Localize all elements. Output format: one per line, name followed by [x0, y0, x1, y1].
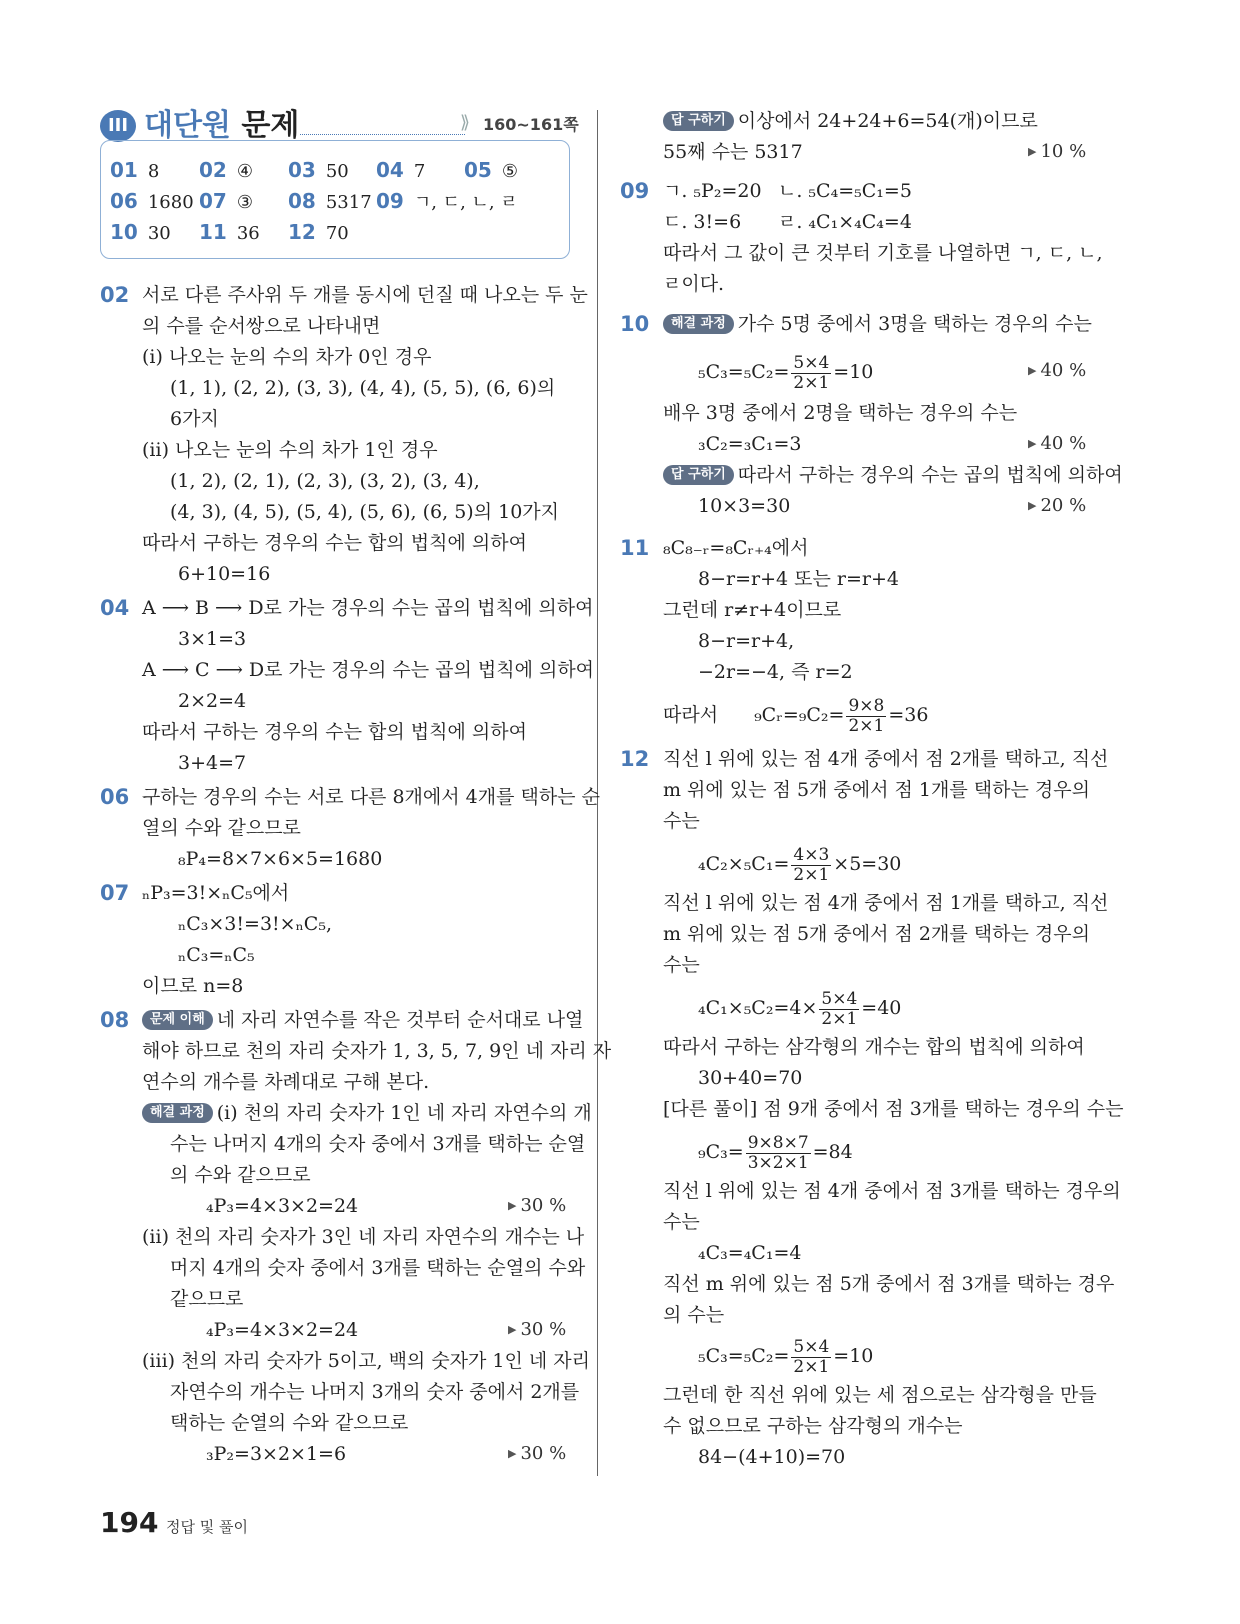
answer-item: 02 ④ — [199, 158, 253, 182]
problem-number: 08 — [100, 1008, 130, 1032]
solution-line: 수는 — [663, 1211, 700, 1233]
solution-line: [다른 풀이] 점 9개 중에서 점 3개를 택하는 경우의 수는 — [663, 1098, 1124, 1120]
step-tag: 해결 과정 — [142, 1103, 213, 1123]
solution-line: 서로 다른 주사위 두 개를 동시에 던질 때 나오는 두 눈 — [142, 284, 588, 306]
solution-line: 직선 l 위에 있는 점 4개 중에서 점 2개를 택하고, 직선 — [663, 748, 1109, 770]
solution-line: ㄹ이다. — [663, 273, 725, 295]
solution-line: 답 구하기 따라서 구하는 경우의 수는 곱의 법칙에 의하여 — [663, 460, 1123, 490]
equation: ㄹ. ₄C₁×₄C₄=4 — [778, 211, 912, 233]
solution-line: 따라서 그 값이 큰 것부터 기호를 나열하면 ㄱ, ㄷ, ㄴ, — [663, 242, 1103, 264]
problem-number: 04 — [100, 596, 130, 620]
problem-number: 06 — [100, 785, 130, 809]
footer-label: 정답 및 풀이 — [166, 1518, 248, 1536]
problem-number: 07 — [100, 881, 130, 905]
solution-line: 직선 l 위에 있는 점 4개 중에서 점 1개를 택하고, 직선 — [663, 892, 1109, 914]
solution-line: 수는 — [663, 954, 700, 976]
solution-line: 머지 4개의 숫자 중에서 3개를 택하는 순열의 수와 — [170, 1257, 586, 1279]
score-percent: ▶ 40 % — [1028, 429, 1086, 459]
solution-line: 택하는 순열의 수와 같으므로 — [170, 1412, 409, 1434]
equation: ㄴ. ₅C₄=₅C₁=5 — [778, 180, 912, 202]
problem-number: 02 — [100, 283, 130, 307]
equation: 30+40=70 — [698, 1067, 803, 1089]
answer-item: 10 30 — [110, 220, 171, 244]
solution-line: 의 수를 순서쌍으로 나타내면 — [142, 315, 381, 337]
solution-line: (4, 3), (4, 5), (5, 4), (5, 6), (6, 5)의 10가지 — [170, 501, 560, 523]
equation: ㄷ. 3!=6 — [663, 211, 742, 233]
equation: ₈P₄=8×7×6×5=1680 — [178, 848, 383, 870]
solution-line: 배우 3명 중에서 2명을 택하는 경우의 수는 — [663, 402, 1018, 424]
problem-number: 11 — [620, 536, 650, 560]
solution-line: 직선 l 위에 있는 점 4개 중에서 점 3개를 택하는 경우의 — [663, 1180, 1121, 1202]
step-tag: 문제 이해 — [142, 1010, 213, 1030]
equation: ₅C₃=₅C₂= $\frac{5\times 4}{2\times 1}$ =10 — [698, 1336, 874, 1377]
solution-line: 6가지 — [170, 408, 219, 430]
fraction: $\frac{4\times 3}{2\times 1}$ — [793, 844, 830, 885]
equation: ₙC₃×3!=3!×ₙC₅, — [178, 913, 332, 935]
equation: ₄C₃=₄C₁=4 — [698, 1242, 802, 1264]
solution-line: 문제 이해 네 자리 자연수를 작은 것부터 순서대로 나열 — [142, 1005, 583, 1035]
fraction: $\frac{9\times 8\times 7}{3\times 2\times 1}$ — [747, 1132, 809, 1173]
equation: 3+4=7 — [178, 752, 247, 774]
solution-line: 해결 과정 (i) 천의 자리 숫자가 1인 네 자리 자연수의 개 — [142, 1098, 592, 1128]
page-reference: 160~161쪽 — [483, 115, 579, 134]
solution-line: 수 없으므로 구하는 삼각형의 개수는 — [663, 1415, 963, 1437]
solution-line: A ⟶ B ⟶ D로 가는 경우의 수는 곱의 법칙에 의하여 — [142, 597, 594, 619]
solution-line: 그런데 r≠r+4이므로 — [663, 599, 842, 621]
answer-item: 11 36 — [199, 220, 260, 244]
solution-line: 의 수와 같으므로 — [170, 1164, 311, 1186]
equation: 3×1=3 — [178, 628, 247, 650]
score-percent: ▶ 30 % — [508, 1315, 566, 1345]
equation: ㄱ. ₅P₂=20 — [663, 180, 762, 202]
solution-line: 해야 하므로 천의 자리 숫자가 1, 3, 5, 7, 9인 네 자리 자 — [142, 1040, 612, 1062]
answer-item: 09 ㄱ, ㄷ, ㄴ, ㄹ — [376, 189, 518, 213]
title-part-b: 문제 — [241, 108, 300, 143]
title-underline — [300, 134, 465, 135]
answer-item: 01 8 — [110, 158, 160, 182]
solution-line: m 위에 있는 점 5개 중에서 점 2개를 택하는 경우의 — [663, 923, 1090, 945]
solution-line: 자연수의 개수는 나머지 3개의 숫자 중에서 2개를 — [170, 1381, 580, 1403]
solution-line: (i) 나오는 눈의 수의 차가 0인 경우 — [142, 346, 432, 368]
score-percent: ▶ 30 % — [508, 1439, 566, 1469]
fraction: $\frac{5\times 4}{2\times 1}$ — [793, 352, 830, 393]
solution-line: 열의 수와 같으므로 — [142, 817, 301, 839]
solution-line: 의 수는 — [663, 1304, 725, 1326]
solution-line: (ii) 나오는 눈의 수의 차가 1인 경우 — [142, 439, 438, 461]
equation: −2r=−4, 즉 r=2 — [698, 661, 853, 683]
problem-number: 09 — [620, 179, 650, 203]
equation: 6+10=16 — [178, 563, 271, 585]
answer-item: 06 1680 — [110, 189, 194, 213]
solution-line: ₙP₃=3!×ₙC₅에서 — [142, 882, 290, 904]
solution-line: 그런데 한 직선 위에 있는 세 점으로는 삼각형을 만들 — [663, 1384, 1097, 1406]
equation: ₈C₈₋ᵣ=₈Cᵣ₊₄에서 — [663, 537, 809, 559]
score-percent: ▶ 10 % — [1028, 137, 1086, 167]
equation: ₃C₂=₃C₁=3 — [698, 433, 802, 455]
solution-line: (1, 1), (2, 2), (3, 3), (4, 4), (5, 5), (6, 6)의 — [170, 377, 556, 399]
equation: 2×2=4 — [178, 690, 247, 712]
equation: 8−r=r+4, — [698, 630, 795, 652]
step-tag: 답 구하기 — [663, 111, 734, 131]
equation: ₄P₃=4×3×2=24 — [206, 1195, 359, 1217]
solution-line: 연수의 개수를 차례대로 구해 본다. — [142, 1071, 430, 1093]
answer-item: 03 50 — [288, 158, 349, 182]
step-tag: 해결 과정 — [663, 314, 734, 334]
solution-line: 해결 과정 가수 5명 중에서 3명을 택하는 경우의 수는 — [663, 309, 1092, 339]
equation: 10×3=30 — [698, 495, 791, 517]
score-percent: ▶ 40 % — [1028, 356, 1086, 386]
solution-line: A ⟶ C ⟶ D로 가는 경우의 수는 곱의 법칙에 의하여 — [142, 659, 595, 681]
solution-line: m 위에 있는 점 5개 중에서 점 1개를 택하는 경우의 — [663, 779, 1090, 801]
solution-line: 구하는 경우의 수는 서로 다른 8개에서 4개를 택하는 순 — [142, 786, 600, 808]
solution-line: 따라서 구하는 경우의 수는 합의 법칙에 의하여 — [142, 721, 527, 743]
equation: ₄C₂×₅C₁= $\frac{4\times 3}{2\times 1}$ ×5=30 — [698, 844, 902, 885]
solution-line: 수는 — [663, 810, 700, 832]
solution-line: 같으므로 — [170, 1288, 244, 1310]
answer-item: 07 ③ — [199, 189, 253, 213]
solution-line: 직선 m 위에 있는 점 5개 중에서 점 3개를 택하는 경우 — [663, 1273, 1115, 1295]
equation: 8−r=r+4 또는 r=r+4 — [698, 568, 899, 590]
answer-item: 08 5317 — [288, 189, 372, 213]
page-number: 194 — [100, 1506, 159, 1539]
problem-number: 10 — [620, 312, 650, 336]
solution-line: (ii) 천의 자리 숫자가 3인 네 자리 자연수의 개수는 나 — [142, 1226, 585, 1248]
solution-line: 따라서 구하는 삼각형의 개수는 합의 법칙에 의하여 — [663, 1036, 1085, 1058]
equation: 84−(4+10)=70 — [698, 1446, 846, 1468]
problem-number: 12 — [620, 747, 650, 771]
equation: ₄C₁×₅C₂=4× $\frac{5\times 4}{2\times 1}$ =40 — [698, 988, 902, 1029]
equation: ₄P₃=4×3×2=24 — [206, 1319, 359, 1341]
fraction: $\frac{9\times 8}{2\times 1}$ — [848, 695, 885, 736]
solution-line: (1, 2), (2, 1), (2, 3), (3, 2), (3, 4), — [170, 470, 480, 492]
equation: ₃P₂=3×2×1=6 — [206, 1443, 347, 1465]
solution-line: 수는 나머지 4개의 숫자 중에서 3개를 택하는 순열 — [170, 1133, 586, 1155]
answer-item: 05 ⑤ — [464, 158, 518, 182]
equation: ₅C₃=₅C₂= $\frac{5\times 4}{2\times 1}$ =10 — [698, 352, 874, 393]
title-part-a: 대단원 — [144, 108, 231, 143]
fraction: $\frac{5\times 4}{2\times 1}$ — [821, 988, 858, 1029]
fraction: $\frac{5\times 4}{2\times 1}$ — [793, 1336, 830, 1377]
unit-badge: III — [100, 110, 136, 142]
solution-line: 따라서 ₉Cᵣ=₉C₂= $\frac{9\times 8}{2\times 1}$ =36 — [663, 695, 929, 736]
equation: ₙC₃=ₙC₅ — [178, 944, 255, 966]
answer-item: 04 7 — [376, 158, 426, 182]
score-percent: ▶ 30 % — [508, 1191, 566, 1221]
solution-line: 이므로 n=8 — [142, 975, 244, 997]
solution-line: 따라서 구하는 경우의 수는 합의 법칙에 의하여 — [142, 532, 527, 554]
answer-item: 12 70 — [288, 220, 349, 244]
solution-line: (iii) 천의 자리 숫자가 5이고, 백의 숫자가 1인 네 자리 — [142, 1350, 591, 1372]
solution-line: 55째 수는 5317 — [663, 141, 803, 163]
equation: ₉C₃= $\frac{9\times 8\times 7}{3\times 2\times 1}$ =84 — [698, 1132, 853, 1173]
score-percent: ▶ 20 % — [1028, 491, 1086, 521]
step-tag: 답 구하기 — [663, 465, 734, 485]
solution-line: 답 구하기 이상에서 24+24+6=54(개)이므로 — [663, 106, 1038, 136]
chevron-right-icon: ⟫ — [460, 112, 471, 133]
